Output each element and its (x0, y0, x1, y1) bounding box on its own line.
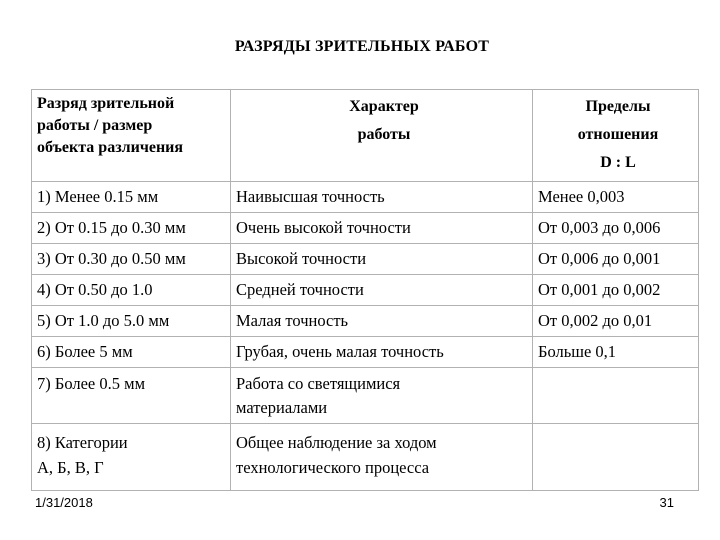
cell-character: Грубая, очень малая точность (231, 337, 533, 368)
footer-page-number: 31 (659, 495, 674, 510)
cell-character: Средней точности (231, 275, 533, 306)
header-ratio-line-1: Пределы (585, 98, 651, 115)
cell-character: Наивысшая точность (231, 182, 533, 213)
cell-character (231, 368, 533, 424)
table-row (32, 182, 699, 213)
table-header-row (32, 90, 699, 182)
slide-title: РАЗРЯДЫ ЗРИТЕЛЬНЫХ РАБОТ (234, 38, 490, 55)
header-category-line-1: Разряд зрительной (37, 95, 175, 112)
header-character-line-1: Характер (349, 98, 419, 115)
cell-ratio: От 0,001 до 0,002 (533, 275, 699, 306)
cell-category-line-2: А, Б, В, Г (37, 458, 104, 477)
cell-ratio (533, 424, 699, 491)
table-row (32, 244, 699, 275)
header-character (231, 90, 533, 182)
cell-category: 5) От 1.0 до 5.0 мм (32, 306, 231, 337)
cell-character: Малая точность (231, 306, 533, 337)
header-category (32, 90, 231, 182)
cell-category: 4) От 0.50 до 1.0 (32, 275, 231, 306)
cell-category: 1) Менее 0.15 мм (32, 182, 231, 213)
header-ratio-line-2: отношения (577, 126, 659, 143)
cell-category (32, 424, 231, 491)
table-row (32, 275, 699, 306)
table-row (32, 424, 699, 491)
table-row (32, 306, 699, 337)
cell-character: Высокой точности (231, 244, 533, 275)
footer-date: 1/31/2018 (35, 495, 93, 510)
cell-category-line-1: 8) Категории (37, 433, 128, 452)
header-category-line-2: работы / размер (37, 117, 153, 134)
cell-ratio: От 0,002 до 0,01 (533, 306, 699, 337)
cell-character-line-1: Общее наблюдение за ходом (236, 433, 437, 452)
visual-work-categories-table (31, 89, 699, 491)
cell-character (231, 424, 533, 491)
header-character-line-2: работы (357, 126, 411, 143)
table-row (32, 368, 699, 424)
header-category-line-3: объекта различения (37, 139, 184, 156)
header-ratio-line-3: D : L (600, 154, 636, 171)
header-ratio-limits (533, 90, 699, 182)
cell-character-line-2: технологического процесса (236, 458, 430, 477)
cell-category: 6) Более 5 мм (32, 337, 231, 368)
cell-category: 3) От 0.30 до 0.50 мм (32, 244, 231, 275)
cell-ratio: Менее 0,003 (533, 182, 699, 213)
cell-category: 2) От 0.15 до 0.30 мм (32, 213, 231, 244)
cell-ratio (533, 368, 699, 424)
cell-character: Очень высокой точности (231, 213, 533, 244)
table-row (32, 213, 699, 244)
cell-character-line-1: Работа со светящимися (236, 374, 401, 393)
cell-ratio: От 0,006 до 0,001 (533, 244, 699, 275)
cell-ratio: Больше 0,1 (533, 337, 699, 368)
table-row (32, 337, 699, 368)
cell-ratio: От 0,003 до 0,006 (533, 213, 699, 244)
cell-character-line-2: материалами (236, 398, 328, 417)
cell-category: 7) Более 0.5 мм (32, 368, 231, 424)
